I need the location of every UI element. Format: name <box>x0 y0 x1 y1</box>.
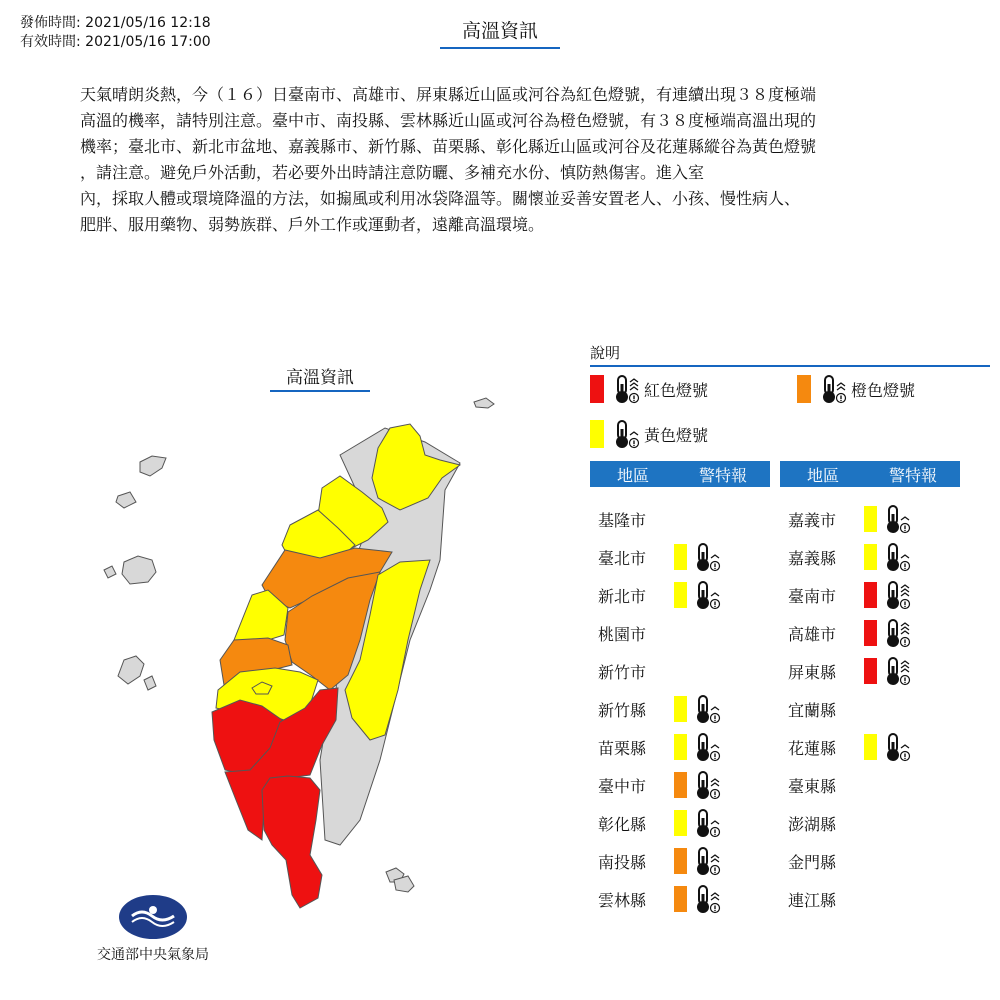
table-row <box>590 842 725 880</box>
thermometer-icon <box>885 504 911 534</box>
alert-swatch <box>864 582 877 608</box>
thermometer-icon <box>695 808 721 838</box>
thermometer-icon <box>885 542 911 572</box>
description-line: ，請注意。避免戶外活動，若必要外出時請注意防曬、多補充水份、慎防熱傷害。進入室 <box>80 163 705 182</box>
area-name: 嘉義縣 <box>788 548 837 568</box>
alert-indicator-orange <box>674 884 725 914</box>
thermometer-icon <box>695 770 721 800</box>
description-line: 肥胖、服用藥物、弱勢族群、戶外工作或運動者，遠離高溫環境。 <box>80 215 545 234</box>
page-title: 高溫資訊 <box>440 18 560 49</box>
legend-item-yellow <box>590 419 708 449</box>
alert-indicator-yellow <box>674 732 725 762</box>
table-row <box>780 842 864 880</box>
description-line: 高溫的機率，請特別注意。臺中市、南投縣、雲林縣近山區或河谷為橙色燈號，有３８度極端高溫出現的 <box>80 111 817 130</box>
table-row <box>780 728 915 766</box>
area-name: 宜蘭縣 <box>788 700 837 720</box>
thermometer-icon <box>695 580 721 610</box>
alert-swatch <box>674 848 687 874</box>
alert-swatch <box>674 734 687 760</box>
area-name: 桃園市 <box>598 624 647 644</box>
alert-indicator-yellow <box>864 504 915 534</box>
table-row <box>590 614 674 652</box>
thermometer-icon <box>885 618 911 648</box>
legend-swatch-red <box>590 375 604 403</box>
area-name: 臺中市 <box>598 776 647 796</box>
legend-label: 橙色燈號 <box>851 380 916 400</box>
table-row <box>780 614 915 652</box>
legend-swatch-yellow <box>590 420 604 448</box>
thermometer-icon <box>885 656 911 686</box>
table-row <box>780 880 864 918</box>
alert-swatch <box>674 582 687 608</box>
alert-swatch <box>674 772 687 798</box>
description-line: 天氣晴朗炎熱，今（１６）日臺南市、高雄市、屏東縣近山區或河谷為紅色燈號，有連續出現３８度極端 <box>80 85 817 104</box>
table-header-area: 地區 <box>806 465 839 485</box>
thermometer-icon <box>885 732 911 762</box>
map-region-kinmen <box>116 456 166 508</box>
map-region-pingtung <box>262 776 322 908</box>
area-name: 雲林縣 <box>598 890 647 910</box>
legend-item-orange <box>797 374 915 404</box>
legend-title: 說明 <box>590 343 990 367</box>
table-row <box>780 804 864 842</box>
alert-indicator-yellow <box>674 542 725 572</box>
table-row <box>780 766 864 804</box>
map-region-matsu <box>474 398 494 408</box>
map-region-taipei <box>372 424 460 510</box>
area-name: 臺南市 <box>788 586 837 606</box>
thermometer-icon <box>885 580 911 610</box>
table-row <box>590 880 725 918</box>
thermometer-icon <box>614 419 640 449</box>
description-line: 機率；臺北市、新北市盆地、嘉義縣市、新竹縣、苗栗縣、彰化縣近山區或河谷及花蓮縣縱谷為黃色燈號 <box>80 137 817 156</box>
alert-swatch <box>864 734 877 760</box>
area-name: 基隆市 <box>598 510 647 530</box>
table-row <box>590 690 725 728</box>
thermometer-icon <box>695 732 721 762</box>
area-name: 高雄市 <box>788 624 837 644</box>
legend-label: 黃色燈號 <box>644 425 709 445</box>
area-name: 澎湖縣 <box>788 814 837 834</box>
legend-item-red <box>590 374 708 404</box>
table-row <box>780 652 915 690</box>
alert-indicator-yellow <box>864 732 915 762</box>
thermometer-icon <box>695 884 721 914</box>
alert-indicator-red <box>864 618 915 648</box>
alert-indicator-yellow <box>674 808 725 838</box>
area-name: 屏東縣 <box>788 662 837 682</box>
area-name: 嘉義市 <box>788 510 837 530</box>
thermometer-icon <box>695 846 721 876</box>
table-row <box>780 500 915 538</box>
alert-swatch <box>674 544 687 570</box>
table-row <box>590 576 725 614</box>
legend-label: 紅色燈號 <box>644 380 709 400</box>
area-name: 花蓮縣 <box>788 738 837 758</box>
area-name: 臺東縣 <box>788 776 837 796</box>
area-name: 彰化縣 <box>598 814 647 834</box>
table-header-alert: 警特報 <box>698 465 747 485</box>
area-name: 金門縣 <box>788 852 837 872</box>
thermometer-icon <box>695 694 721 724</box>
description-line: 內，採取人體或環境降溫的方法，如搧風或利用冰袋降溫等。關懷並妥善安置老人、小孩、慢性病人、 <box>80 189 801 208</box>
table-header-left <box>590 461 770 487</box>
thermometer-icon <box>821 374 847 404</box>
alert-indicator-yellow <box>864 542 915 572</box>
area-name: 苗栗縣 <box>598 738 647 758</box>
alert-swatch <box>864 506 877 532</box>
alert-indicator-orange <box>674 846 725 876</box>
alert-indicator-orange <box>674 770 725 800</box>
cwb-logo <box>118 894 188 940</box>
table-row <box>780 690 864 728</box>
area-name: 連江縣 <box>788 890 837 910</box>
issued-time: 發佈時間: 2021/05/16 12:18 <box>20 15 211 31</box>
alert-swatch <box>674 810 687 836</box>
table-row <box>780 538 915 576</box>
table-row <box>780 576 915 614</box>
alert-swatch <box>864 620 877 646</box>
area-name: 新竹縣 <box>598 700 647 720</box>
thermometer-icon <box>695 542 721 572</box>
table-row <box>590 500 674 538</box>
alert-swatch <box>864 544 877 570</box>
area-name: 新竹市 <box>598 662 647 682</box>
thermometer-icon <box>614 374 640 404</box>
alert-swatch <box>674 886 687 912</box>
table-row <box>590 728 725 766</box>
alert-indicator-red <box>864 656 915 686</box>
map-title: 高溫資訊 <box>270 366 370 392</box>
table-row <box>590 652 674 690</box>
area-name: 臺北市 <box>598 548 647 568</box>
alert-indicator-red <box>864 580 915 610</box>
alert-swatch <box>864 658 877 684</box>
table-row <box>590 804 725 842</box>
valid-time: 有效時間: 2021/05/16 17:00 <box>20 34 211 50</box>
table-row <box>590 766 725 804</box>
alert-indicator-yellow <box>674 580 725 610</box>
area-name: 南投縣 <box>598 852 647 872</box>
area-name: 新北市 <box>598 586 647 606</box>
alert-indicator-yellow <box>674 694 725 724</box>
map-region-penghu <box>104 556 156 690</box>
table-header-area: 地區 <box>616 465 649 485</box>
alert-swatch <box>674 696 687 722</box>
table-header-alert: 警特報 <box>888 465 937 485</box>
table-header-right <box>780 461 960 487</box>
legend-swatch-orange <box>797 375 811 403</box>
agency-name: 交通部中央氣象局 <box>97 947 209 963</box>
table-row <box>590 538 725 576</box>
